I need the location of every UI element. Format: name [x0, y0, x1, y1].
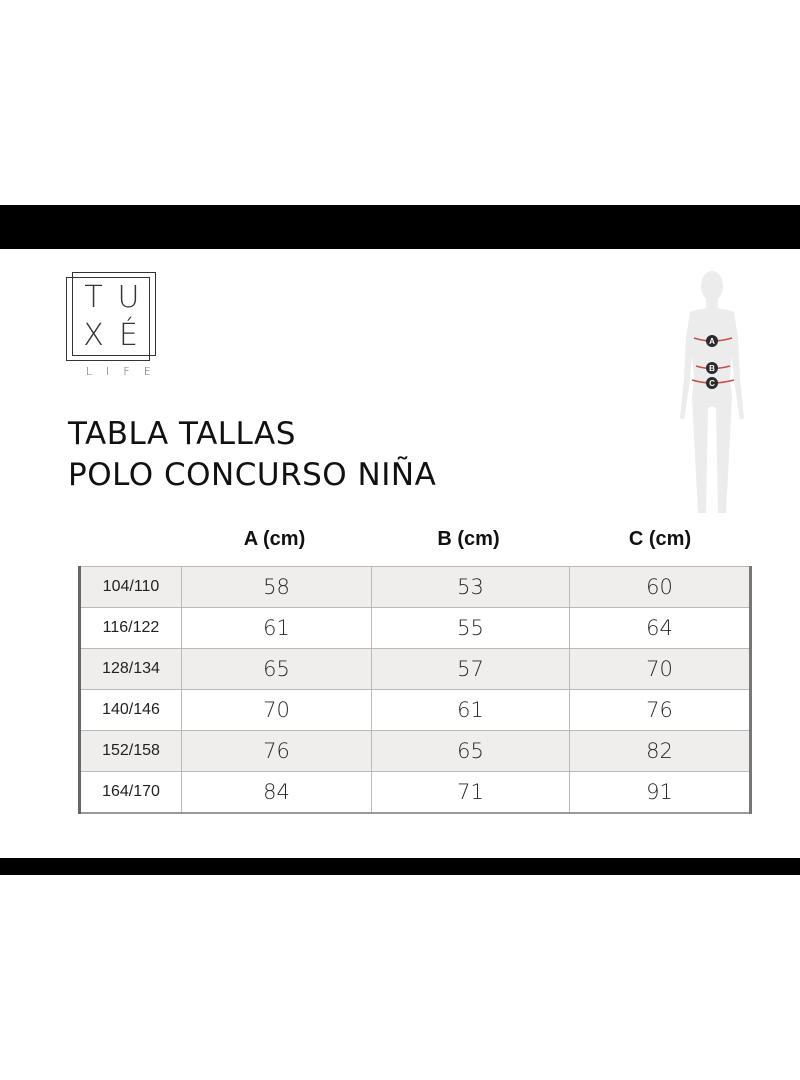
body-measurement-figure: [668, 268, 758, 518]
header-a: A (cm): [243, 528, 306, 550]
logo-letter: X: [83, 318, 104, 353]
value-c-cell: 60: [570, 567, 751, 608]
marker-b-icon: [706, 362, 718, 374]
logo-letters: [76, 280, 146, 354]
size-cell: 128/134: [80, 649, 182, 690]
size-table: [78, 566, 752, 814]
marker-c-icon: [706, 377, 718, 389]
top-black-bar: [0, 205, 800, 249]
value-b-cell: 71: [372, 772, 570, 814]
size-cell: 152/158: [80, 731, 182, 772]
bottom-black-bar: [0, 858, 800, 875]
size-cell: 164/170: [80, 772, 182, 814]
value-c-cell: 76: [570, 690, 751, 731]
size-cell: 140/146: [80, 690, 182, 731]
page-title: [68, 414, 436, 496]
value-b-cell: 65: [372, 731, 570, 772]
tuxe-life-logo: [66, 272, 165, 382]
silhouette-icon: [668, 268, 758, 518]
value-a-cell: 65: [182, 649, 372, 690]
svg-text:A: A: [709, 337, 715, 346]
table-row: [80, 608, 751, 649]
header-c: C (cm): [628, 528, 692, 550]
value-b-cell: 53: [372, 567, 570, 608]
value-a-cell: 70: [182, 690, 372, 731]
table-column-headers: [180, 528, 752, 556]
logo-letter: U: [117, 280, 140, 315]
value-a-cell: 58: [182, 567, 372, 608]
table-row: [80, 690, 751, 731]
value-c-cell: 64: [570, 608, 751, 649]
value-a-cell: 84: [182, 772, 372, 814]
logo-subtitle: LIFE: [86, 365, 165, 378]
size-cell: 104/110: [80, 567, 182, 608]
logo-letter: É: [119, 318, 138, 353]
table-row: [80, 731, 751, 772]
title-line-1: TABLA TALLAS: [68, 416, 296, 452]
value-b-cell: 61: [372, 690, 570, 731]
value-c-cell: 91: [570, 772, 751, 814]
header-b: B (cm): [437, 528, 500, 550]
value-c-cell: 82: [570, 731, 751, 772]
value-b-cell: 57: [372, 649, 570, 690]
value-a-cell: 76: [182, 731, 372, 772]
svg-text:C: C: [709, 379, 715, 388]
marker-a-icon: [706, 335, 718, 347]
svg-text:B: B: [709, 364, 715, 373]
table-row: [80, 567, 751, 608]
value-c-cell: 70: [570, 649, 751, 690]
logo-letter: T: [84, 280, 103, 315]
value-b-cell: 55: [372, 608, 570, 649]
table-row: [80, 772, 751, 814]
title-line-2: POLO CONCURSO NIÑA: [68, 457, 437, 493]
size-cell: 116/122: [80, 608, 182, 649]
value-a-cell: 61: [182, 608, 372, 649]
table-row: [80, 649, 751, 690]
